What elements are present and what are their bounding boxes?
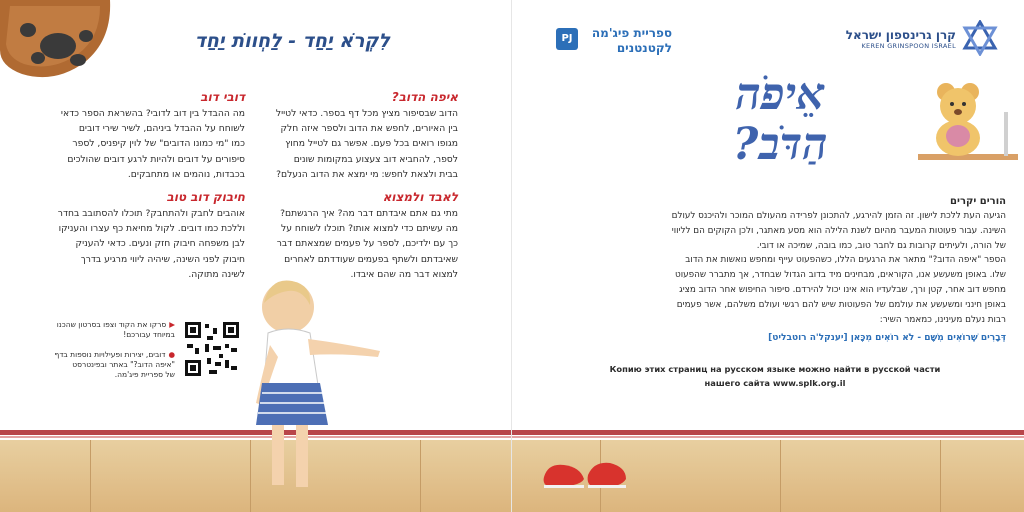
floor-plank-line (780, 440, 781, 512)
pinterest-icon: ● (168, 350, 175, 359)
text-line: למצוא דבר מה שהם איבדו. (350, 268, 458, 280)
text-line: מגופו רואים בכל פעם. אפשר גם לטייל מחוץ (285, 138, 458, 150)
note-line: של ספריית פיג'מה. (114, 370, 175, 379)
grinspoon-logo (836, 28, 956, 50)
text-line: אוהבים לחבק ולהתחבק? תוכלו להסתובב בחדר (57, 208, 245, 219)
text-line: כמו "מי כמונו הדובים" של לוין קיפניס, לספר (72, 138, 245, 150)
russian-line: нашего сайта www.splk.org.il (704, 378, 846, 388)
qr-note-pinterest (40, 350, 175, 380)
bear-paw-illustration (0, 0, 115, 82)
text-line: בין האיורים, לחפש את הדוב ולספר איזה חלק (280, 123, 458, 135)
russian-line: Копию этих страниц на русском языке можно найти в русской части (609, 364, 941, 374)
wooden-floor (0, 440, 1024, 512)
red-shoes-illustration (540, 455, 630, 495)
poem-quote: דְּבָרִים שֶׁרוֹאִים מִשָּׁם - לֹא רוֹאִים מִכָּאן [יענקל'ה רוטבליט] (768, 333, 1006, 344)
pj-logo-line: לקטנטנים (616, 41, 672, 55)
page-fold (511, 0, 512, 512)
grinspoon-logo-he: קרן גרינספון ישראל (845, 28, 956, 42)
text-line: הדוב שבסיפור מציץ מכל דף בספר. כדאי לטייל (275, 108, 458, 119)
note-line: במיוחד עבורכם! (123, 330, 175, 339)
parents-heading: הורים יקרים (950, 196, 1006, 207)
floor-plank-line (420, 440, 421, 512)
section-bear-hug (45, 190, 245, 282)
note-line: דובים, יצירות ופעילויות נוספות בדף (54, 350, 166, 359)
floor-plank-line (940, 440, 941, 512)
text-line: בכבדות, נוהמים או מתחבקים. (127, 168, 245, 180)
text-line: לבן משפחה חיבוק חזק ונעים. כדאי להעניק (75, 238, 245, 250)
section-heading: לאבד ולמצוא (382, 190, 458, 204)
section-heading: דובי דוב (200, 90, 245, 104)
text-line: מחפש דוב אחר, קטן ורך, שבלעדיו הוא אינו יכול להירדם. סיפור החיפוש אחר הדוב מציג (679, 284, 1006, 295)
section-where-is-bear (258, 90, 458, 182)
note-line: סרקו את הקוד וצפו בסרטון שהכנו (56, 320, 167, 329)
text-line: השינה. עבור פעוטות המעבר מהיום לשנת הלילה הוא מסע מאתגר, ולכן הקוקים הם לליווי (671, 225, 1006, 236)
text-line: בבית ולצאת לחפש: מי ימצא את הדוב הנעלם? (276, 168, 458, 180)
page-title: לִקְרֹא יַחַד - לַחְווֹת יַחַד (194, 30, 390, 52)
parents-letter (538, 196, 1006, 343)
text-line: באופן חינני ומשעשע את עולמם של הפעוטות שיש להם רגשי ועולם משלהם, אשר פעמים (676, 299, 1006, 310)
grinspoon-logo-en: KEREN GRINSPOON ISRAEL (861, 42, 956, 50)
text-line: לשוחח על ההבדל ביניהם, לשיר שירי דובים (78, 123, 245, 135)
text-line: וללכת כמו דובים. לקול מחיאת כף עצרו והעניקו (58, 223, 245, 235)
section-teddy-bear (45, 90, 245, 182)
text-line: סיפורים על דובים ולהיות לרגע דובים שהולכים (67, 153, 245, 165)
play-icon: ▶ (169, 320, 175, 329)
text-line: לספר, להחביא דוב צעצוע במקומות שונים (293, 153, 458, 165)
pj-library-logo (580, 26, 672, 56)
star-of-david-icon (962, 20, 998, 56)
book-title-line: אֵיפֹה (735, 69, 825, 120)
text-line: שאיבדתם ולשתף בפעמים שעודדתם לאחרים (284, 253, 458, 265)
text-line: שלו. באופן משעשע אנו, הקוראים, מבחינים מיד בדוב הגדול שבחדר, אך מתברר שהפעוט (675, 270, 1006, 281)
qr-code[interactable] (183, 320, 241, 378)
text-line: הגיעה העת ללכת לישון. זה הזמן להירגע, להתכונן לפרידה מהעולם המוכר ולהיכנס לעולם (671, 211, 1006, 221)
pj-logo-line: ספריית פיג'מה (591, 26, 672, 40)
text-line: מה ההבדל בין דוב לדובי? בהשראת הספר כדאי (60, 108, 245, 119)
text-line: מה עשיתם כדי למצוא אותו? תוכלו לשוחח על (280, 223, 458, 235)
floor-plank-line (90, 440, 91, 512)
russian-note (560, 362, 990, 390)
wall-baseboard-shadow (0, 436, 1024, 438)
pj-badge: PJ (556, 28, 578, 50)
text-line: לשינה מתוקה. (188, 268, 245, 280)
text-line: של הורה, ולעיתים קרובות גם לחבר טוב, כמו בובה, שמיכה או דובי. (756, 240, 1006, 251)
text-line: חיבוק לפני השינה, שיהיה ליווי מרגיע בדרך (80, 253, 245, 265)
section-heading: חיבוק דוב טוב (166, 190, 245, 204)
book-title-line: הַדֹּב? (732, 119, 828, 170)
qr-note-video (40, 320, 175, 340)
book-title (690, 70, 870, 170)
note-line: "איפה הדוב?" באתר ובפינטרסט (72, 360, 175, 369)
text-line: רבות נעלם מעינינו, כמאמר השיר: (879, 314, 1006, 325)
text-line: מתי גם אתם איבדתם דבר מה? איך הרגשתם? (280, 208, 458, 219)
toddler-illustration (240, 275, 390, 505)
wall-baseboard (0, 430, 1024, 435)
teddy-bear-illustration (918, 72, 1018, 182)
text-line: הספר "איפה הדוב?" מתאר את הרגעים הללו, כשהפעוט עייף ומחפש נואשות את הדוב (685, 255, 1006, 266)
text-line: כך עם ילדיכם, לספר על פעמים שמצאתם דבר (276, 238, 458, 250)
section-lose-and-find (258, 190, 458, 282)
section-heading: איפה הדוב? (391, 90, 458, 104)
